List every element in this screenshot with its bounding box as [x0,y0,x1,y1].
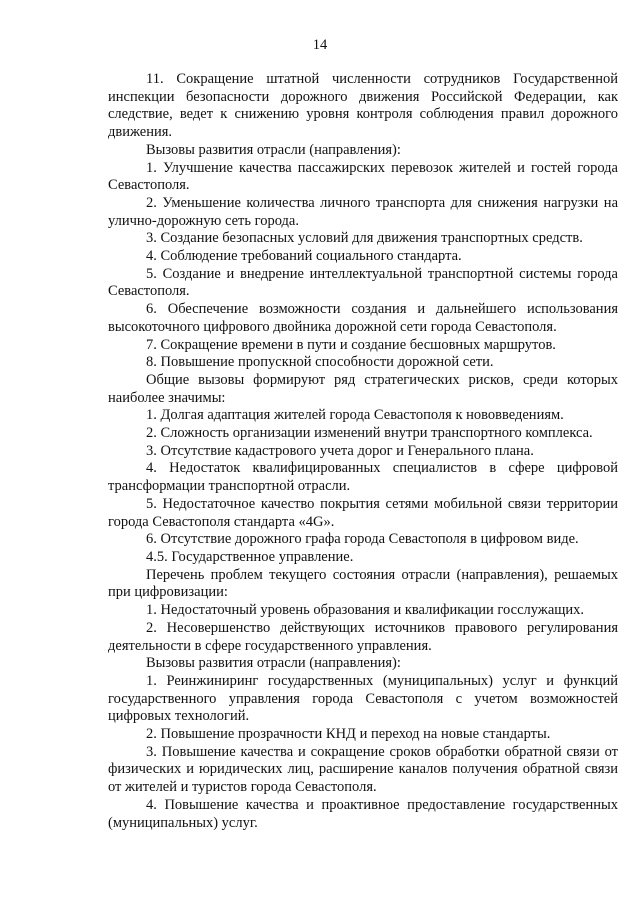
paragraph: 3. Создание безопасных условий для движения транспортных средств. [146,230,583,247]
paragraph: 8. Повышение пропускной способности дорожной сети. [146,354,494,371]
paragraph: 2. Повышение прозрачности КНД и переход на новые стандарты. [146,726,551,743]
paragraph: 1. Долгая адаптация жителей города Севастополя к нововведениям. [146,407,564,424]
paragraph: 3. Повышение качества и сокращение сроков обработки обратной связи от физических и юридических лиц, расширение каналов получения обратной связи от жителей и туристов города Севастополя. [108,743,618,796]
paragraph: 7. Сокращение времени в пути и создание бесшовных маршрутов. [146,336,556,353]
paragraph: 4. Недостаток квалифицированных специалистов в сфере цифровой трансформации транспортной отрасли. [108,460,618,495]
paragraph: 4.5. Государственное управление. [146,548,354,565]
paragraph: 11. Сокращение штатной численности сотрудников Государственной инспекции безопасности дорожного движения Российской Федерации, как следствие, ведет к снижению уровня контроля соблюдения правил дорожного движения. [108,71,618,141]
paragraph: Перечень проблем текущего состояния отрасли (направления), решаемых при цифровизации: [108,566,618,601]
paragraph: Вызовы развития отрасли (направления): [146,141,401,158]
body-text [108,71,618,832]
paragraph: 1. Улучшение качества пассажирских перевозок жителей и гостей города Севастополя. [108,159,618,194]
paragraph: 1. Недостаточный уровень образования и квалификации госслужащих. [146,602,585,619]
paragraph: 2. Сложность организации изменений внутри транспортного комплекса. [146,425,593,442]
paragraph: 3. Отсутствие кадастрового учета дорог и Генерального плана. [146,442,534,459]
paragraph: 6. Отсутствие дорожного графа города Севастополя в цифровом виде. [146,531,579,548]
paragraph: Вызовы развития отрасли (направления): [146,655,401,672]
paragraph: 5. Создание и внедрение интеллектуальной транспортной системы города Севастополя. [108,265,618,300]
paragraph: 2. Уменьшение количества личного транспорта для снижения нагрузки на улично-дорожную сеть города. [108,194,618,229]
paragraph: 5. Недостаточное качество покрытия сетями мобильной связи территории города Севастополя стандарта «4G». [108,495,618,530]
page-number: 14 [312,37,328,53]
paragraph: 6. Обеспечение возможности создания и дальнейшего использования высокоточного цифрового двойника дорожной сети города Севастополя. [108,301,618,335]
paragraph: 1. Реинжиниринг государственных (муниципальных) услуг и функций государственного управления города Севастополя с учетом возможностей цифровых технологий. [108,672,618,725]
paragraph: 4. Соблюдение требований социального стандарта. [146,248,462,265]
paragraph: 2. Несовершенство действующих источников правового регулирования деятельности в сфере государственного управления. [108,619,618,654]
paragraph: Общие вызовы формируют ряд стратегических рисков, среди которых наиболее значимы: [108,371,618,406]
paragraph: 4. Повышение качества и проактивное предоставление государственных (муниципальных) услуг. [108,796,618,831]
